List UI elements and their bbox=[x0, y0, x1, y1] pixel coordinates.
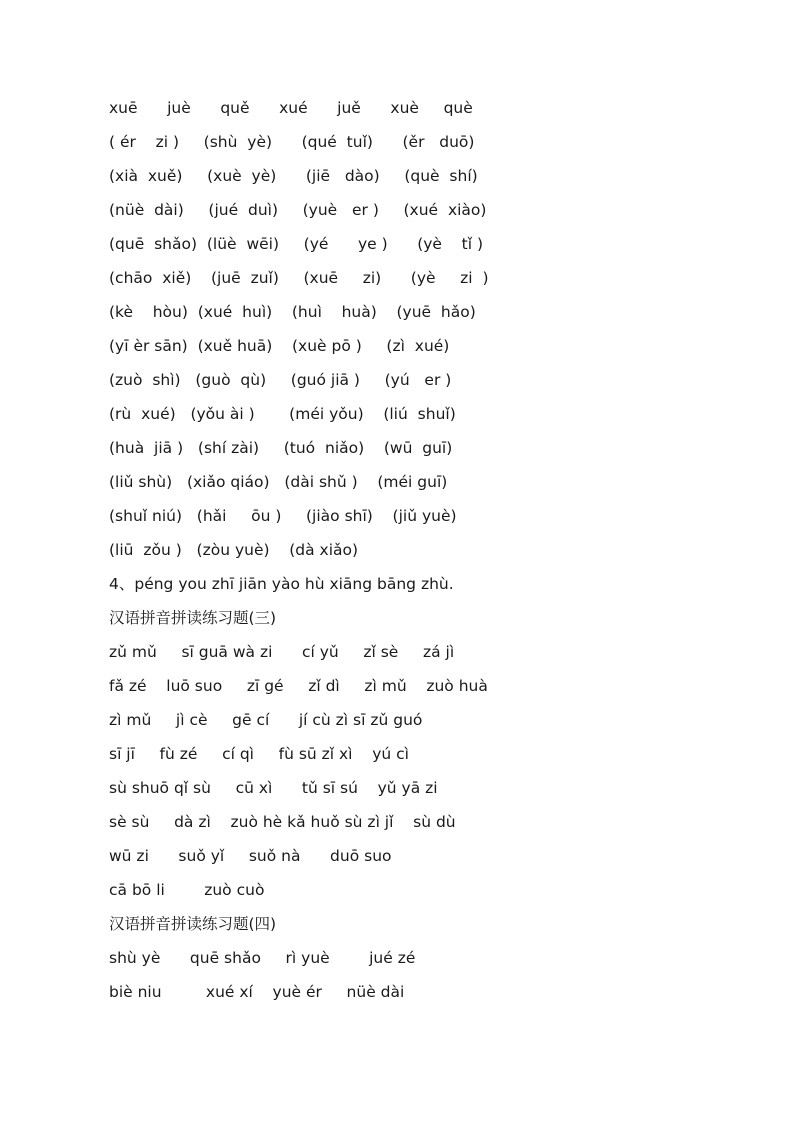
text-line: (quē shǎo) (lüè wēi) (yé ye ) (yè tǐ ) bbox=[109, 235, 484, 253]
text-line: (rù xué) (yǒu ài ) (méi yǒu) (liú shuǐ) bbox=[109, 405, 456, 423]
text-line: (chāo xiě) (juē zuǐ) (xuē zi) (yè zi ) bbox=[109, 269, 489, 287]
text-line: (huà jiā ) (shí zài) (tuó niǎo) (wū guī) bbox=[109, 439, 453, 457]
text-line: fǎ zé luō suo zī gé zǐ dì zì mǔ zuò huà bbox=[109, 677, 488, 695]
text-line: zǔ mǔ sī guā wà zi cí yǔ zǐ sè zá jì bbox=[109, 643, 455, 661]
text-line: (liū zǒu ) (zòu yuè) (dà xiǎo) bbox=[109, 541, 359, 559]
text-line: (yī èr sān) (xuě huā) (xuè pō ) (zì xué) bbox=[109, 337, 450, 355]
text-line: xuē juè quě xué juě xuè què bbox=[109, 99, 473, 117]
exercise-sentence: 4、péng you zhī jiān yào hù xiāng bāng zhù. bbox=[109, 575, 454, 593]
text-line: (zuò shì) (guò qù) (guó jiā ) (yú er ) bbox=[109, 371, 452, 389]
text-line: shù yè quē shǎo rì yuè jué zé bbox=[109, 949, 416, 967]
text-line: sè sù dà zì zuò hè kǎ huǒ sù zì jǐ sù dù bbox=[109, 813, 456, 831]
text-line: (xià xuě) (xuè yè) (jiē dào) (què shí) bbox=[109, 167, 478, 185]
text-line: sù shuō qǐ sù cū xì tǔ sī sú yǔ yā zi bbox=[109, 779, 438, 797]
document-body bbox=[109, 96, 749, 1014]
text-line: (shuǐ niú) (hǎi ōu ) (jiào shī) (jiǔ yuè) bbox=[109, 507, 457, 525]
text-line: sī jī fù zé cí qì fù sū zǐ xì yú cì bbox=[109, 745, 409, 763]
text-line: ( ér zi ) (shù yè) (qué tuǐ) (ěr duō) bbox=[109, 133, 475, 151]
section-heading: 汉语拼音拼读练习题(四) bbox=[109, 915, 277, 933]
text-line: wū zi suǒ yǐ suǒ nà duō suo bbox=[109, 847, 392, 865]
text-line: zì mǔ jì cè gē cí jí cù zì sī zǔ guó bbox=[109, 711, 423, 729]
text-line: cā bō li zuò cuò bbox=[109, 881, 265, 899]
text-line: (kè hòu) (xué huì) (huì huà) (yuē hǎo) bbox=[109, 303, 476, 321]
text-line: biè niu xué xí yuè ér nüè dài bbox=[109, 983, 405, 1001]
section-heading: 汉语拼音拼读练习题(三) bbox=[109, 609, 277, 627]
text-line: (liǔ shù) (xiǎo qiáo) (dài shǔ ) (méi guī) bbox=[109, 473, 448, 491]
text-line: (nüè dài) (jué duì) (yuè er ) (xué xiào) bbox=[109, 201, 487, 219]
